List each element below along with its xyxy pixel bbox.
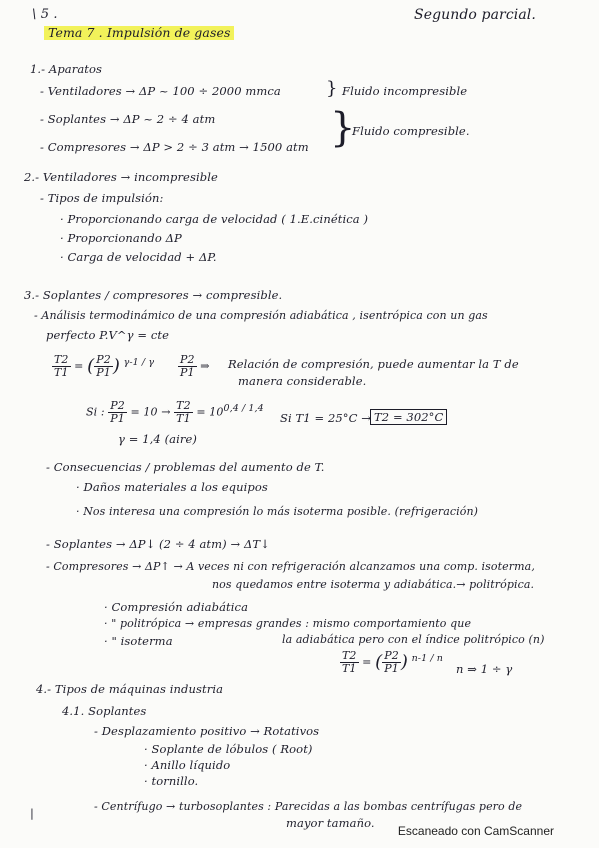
topic-title: Tema 7 . Impulsión de gases <box>44 26 234 40</box>
consequence-1: · Daños materiales a los equipos <box>76 480 268 494</box>
comp-adiabatic: · Compresión adiabática <box>104 600 249 614</box>
margin-mark: | <box>30 806 34 820</box>
formula-1-ratio: $\frac{P2}{P1}$ ⇒ <box>180 353 210 379</box>
formula-1: $\frac{T2}{T1}$ = ( $\frac{P2}{P1}$ ) $^{\gamma-1 / \gamma}$ <box>54 353 155 379</box>
comp-polytropic: · " politrópica → empresas grandes : mismo comportamiento que <box>104 617 472 630</box>
centrifugal-1: - Centrífugo → turbosoplantes : Parecidas a las bombas centrífugas pero de <box>94 800 523 813</box>
compresores-line-1: - Compresores → ΔP↑ → A veces ni con refrigeración alcanzamos una comp. isoterma, <box>46 560 535 573</box>
t2-result: T2 = 302°C <box>370 409 447 425</box>
s3-line-1: - Análisis termodinámico de una compresión adiabática , isentrópica con un gas <box>34 309 488 322</box>
s1-line-2: - Soplantes → ΔP ~ 2 ÷ 4 atm <box>40 112 216 126</box>
brace-compressible: } <box>330 105 356 151</box>
s1-note-1: Fluido incompresible <box>342 84 468 98</box>
s2-item-1: · Proporcionando carga de velocidad ( 1.E.cinética ) <box>60 212 369 226</box>
t1-condition: Si T1 = 25°C → <box>280 411 372 425</box>
section-1-heading: 1.- Aparatos <box>30 62 103 76</box>
brace-incompressible: } <box>326 78 338 99</box>
rotary-3: · tornillo. <box>144 774 199 788</box>
rotary-1: · Soplante de lóbulos ( Root) <box>144 742 313 756</box>
s4-sub: 4.1. Soplantes <box>62 704 147 718</box>
consequence-2: · Nos interesa una compresión lo más isoterma posible. (refrigeración) <box>76 505 479 518</box>
s2-item-3: · Carga de velocidad + ΔP. <box>60 250 217 264</box>
formula-2: Si : $\frac{P2}{P1}$ = 10 → $\frac{T2}{T1}$ = $10^{0,4 / 1,4}$ <box>86 399 264 425</box>
f1-rhs-fraction: $\frac{P2}{P1}$ <box>96 353 111 379</box>
comp-description: la adiabática pero con el índice politrópico (n) <box>282 633 545 646</box>
s1-line-1: - Ventiladores → ΔP ~ 100 ÷ 2000 mmca <box>40 84 281 98</box>
exam-label: Segundo parcial. <box>414 7 536 23</box>
s2-sub: - Tipos de impulsión: <box>40 191 164 205</box>
section-3-heading: 3.- Soplantes / compresores → compresible. <box>24 288 283 302</box>
section-4-heading: 4.- Tipos de máquinas industria <box>36 682 224 696</box>
s2-item-2: · Proporcionando ΔP <box>60 231 182 245</box>
section-2-heading: 2.- Ventiladores → incompresible <box>24 170 218 184</box>
rotary-2: · Anillo líquido <box>144 758 231 772</box>
s1-note-2: Fluido compresible. <box>352 124 470 138</box>
scanner-watermark: Escaneado con CamScanner <box>397 824 554 838</box>
centrifugal-2: mayor tamaño. <box>286 816 375 830</box>
f1-description-2: manera considerable. <box>238 374 367 388</box>
polytropic-range: n ⇒ 1 ÷ γ <box>456 662 513 676</box>
s3-line-2: perfecto P.V^γ = cte <box>46 328 170 342</box>
s1-line-3: - Compresores → ΔP > 2 ÷ 3 atm → 1500 atm <box>40 140 309 154</box>
corner-mark: \ 5 . <box>32 7 58 22</box>
compresores-line-2: nos quedamos entre isoterma y adiabática.→ politrópica. <box>212 578 535 591</box>
f1-description-1: Relación de compresión, puede aumentar la T de <box>228 357 519 371</box>
f1-lhs-fraction: $\frac{T2}{T1}$ <box>54 353 69 379</box>
soplantes-line: - Soplantes → ΔP↓ (2 ÷ 4 atm) → ΔT↓ <box>46 537 270 551</box>
gamma-air: γ = 1,4 (aire) <box>118 432 197 446</box>
consequences: - Consecuencias / problemas del aumento de T. <box>46 460 325 474</box>
comp-isothermal: · " isoterma <box>104 634 173 648</box>
s4-positive-displacement: - Desplazamiento positivo → Rotativos <box>94 724 320 738</box>
formula-3: $\frac{T2}{T1}$ = ( $\frac{P2}{P1}$ ) $^{n-1 / n}$ <box>342 649 443 675</box>
